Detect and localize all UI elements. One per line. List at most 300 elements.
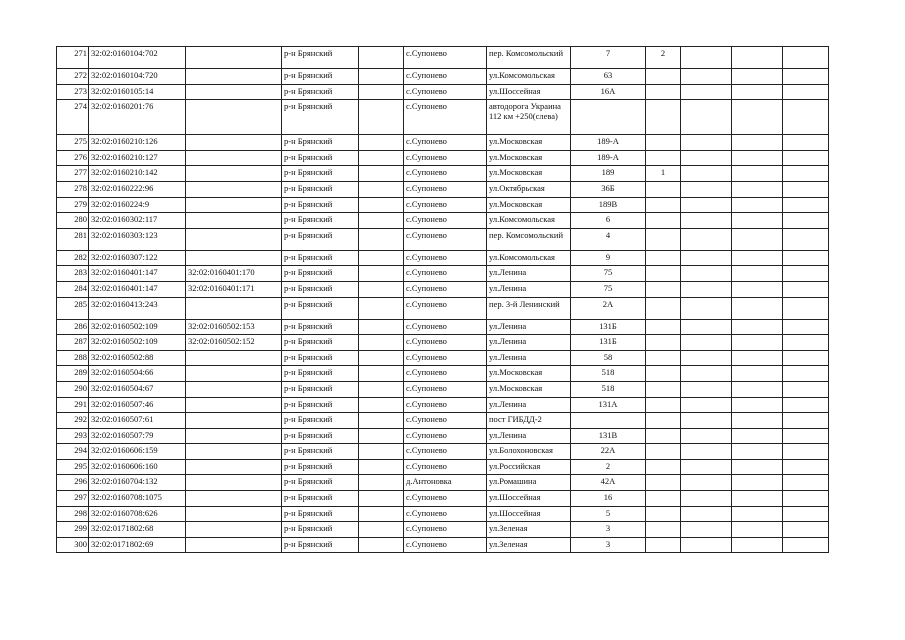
row-number-cell: 293 [57,428,89,444]
empty-cell [732,491,783,507]
house-number-cell: 5 [571,506,646,522]
sub-cadastral-cell [186,69,282,85]
sub-cadastral-cell [186,459,282,475]
settlement-cell: с.Супонево [404,84,487,100]
empty-cell [783,506,829,522]
building-number-cell [646,150,681,166]
table-row [57,475,829,491]
house-number-cell: 131Б [571,335,646,351]
row-number-cell: 298 [57,506,89,522]
sub-cadastral-cell [186,366,282,382]
street-cell: пер. Комсомольский [487,47,571,69]
empty-cell [732,181,783,197]
street-cell: ул.Комсомольская [487,213,571,229]
house-number-cell: 16 [571,491,646,507]
row-number-cell: 275 [57,135,89,151]
city-cell [359,297,404,319]
district-cell: р-н Брянский [282,506,359,522]
sub-cadastral-cell: 32:02:0160502:152 [186,335,282,351]
house-number-cell: 63 [571,69,646,85]
building-number-cell [646,413,681,429]
table-row [57,150,829,166]
sub-cadastral-cell [186,444,282,460]
house-number-cell: 75 [571,281,646,297]
city-cell [359,397,404,413]
street-cell: ул.Зеленая [487,522,571,538]
row-number-cell: 277 [57,166,89,182]
cadastral-number-cell: 32:02:0160606:159 [89,444,186,460]
house-number-cell: 518 [571,381,646,397]
empty-cell [732,366,783,382]
cadastral-number-cell: 32:02:0160210:142 [89,166,186,182]
empty-cell [732,213,783,229]
registry-table [56,46,829,553]
building-number-cell [646,475,681,491]
empty-cell [783,166,829,182]
city-cell [359,281,404,297]
empty-cell [783,413,829,429]
table-row [57,297,829,319]
settlement-cell: с.Супонево [404,281,487,297]
cadastral-number-cell: 32:02:0160502:109 [89,319,186,335]
street-cell: ул.Ленина [487,335,571,351]
empty-cell [783,181,829,197]
house-number-cell: 189-А [571,150,646,166]
row-number-cell: 290 [57,381,89,397]
empty-cell [732,397,783,413]
empty-cell [732,475,783,491]
building-number-cell [646,250,681,266]
table-body [57,47,829,553]
district-cell: р-н Брянский [282,444,359,460]
empty-cell [681,522,732,538]
table-row [57,213,829,229]
empty-cell [783,459,829,475]
district-cell: р-н Брянский [282,69,359,85]
city-cell [359,150,404,166]
empty-cell [681,428,732,444]
street-cell: ул.Зеленая [487,537,571,553]
street-cell: ул.Ленина [487,266,571,282]
building-number-cell [646,335,681,351]
house-number-cell: 4 [571,228,646,250]
district-cell: р-н Брянский [282,475,359,491]
sub-cadastral-cell [186,428,282,444]
cadastral-number-cell: 32:02:0160104:720 [89,69,186,85]
settlement-cell: с.Супонево [404,266,487,282]
empty-cell [783,444,829,460]
cadastral-number-cell: 32:02:0160502:88 [89,350,186,366]
street-cell: ул.Ленина [487,281,571,297]
street-cell: ул.Московская [487,150,571,166]
empty-cell [732,537,783,553]
district-cell: р-н Брянский [282,181,359,197]
building-number-cell [646,197,681,213]
house-number-cell: 58 [571,350,646,366]
city-cell [359,381,404,397]
cadastral-number-cell: 32:02:0160104:702 [89,47,186,69]
empty-cell [783,428,829,444]
cadastral-number-cell: 32:02:0160224:9 [89,197,186,213]
cadastral-number-cell: 32:02:0160210:126 [89,135,186,151]
building-number-cell [646,281,681,297]
settlement-cell: с.Супонево [404,506,487,522]
empty-cell [783,150,829,166]
district-cell: р-н Брянский [282,428,359,444]
building-number-cell [646,381,681,397]
settlement-cell: с.Супонево [404,181,487,197]
empty-cell [732,47,783,69]
table-row [57,335,829,351]
sub-cadastral-cell [186,250,282,266]
building-number-cell [646,319,681,335]
row-number-cell: 280 [57,213,89,229]
empty-cell [732,150,783,166]
empty-cell [783,537,829,553]
empty-cell [681,491,732,507]
table-row [57,228,829,250]
settlement-cell: с.Супонево [404,459,487,475]
building-number-cell [646,135,681,151]
building-number-cell [646,181,681,197]
house-number-cell: 75 [571,266,646,282]
district-cell: р-н Брянский [282,297,359,319]
house-number-cell: 36Б [571,181,646,197]
cadastral-number-cell: 32:02:0160704:132 [89,475,186,491]
city-cell [359,266,404,282]
table-row [57,522,829,538]
street-cell: ул.Московская [487,366,571,382]
district-cell: р-н Брянский [282,397,359,413]
street-cell: ул.Ленина [487,350,571,366]
cadastral-number-cell: 32:02:0160307:122 [89,250,186,266]
settlement-cell: с.Супонево [404,297,487,319]
table-row [57,413,829,429]
empty-cell [681,84,732,100]
row-number-cell: 289 [57,366,89,382]
street-cell: ул.Шоссейная [487,491,571,507]
building-number-cell [646,491,681,507]
building-number-cell [646,350,681,366]
table-row [57,69,829,85]
street-cell: ул.Ленина [487,428,571,444]
table-row [57,366,829,382]
street-cell: ул.Московская [487,381,571,397]
empty-cell [732,522,783,538]
building-number-cell [646,459,681,475]
row-number-cell: 272 [57,69,89,85]
empty-cell [783,281,829,297]
table-row [57,100,829,135]
row-number-cell: 279 [57,197,89,213]
sub-cadastral-cell [186,47,282,69]
cadastral-number-cell: 32:02:0171802:68 [89,522,186,538]
city-cell [359,350,404,366]
row-number-cell: 300 [57,537,89,553]
empty-cell [681,537,732,553]
table-row [57,350,829,366]
table-row [57,506,829,522]
district-cell: р-н Брянский [282,522,359,538]
sub-cadastral-cell [186,413,282,429]
settlement-cell: с.Супонево [404,69,487,85]
row-number-cell: 288 [57,350,89,366]
city-cell [359,135,404,151]
empty-cell [783,135,829,151]
cadastral-number-cell: 32:02:0160708:626 [89,506,186,522]
empty-cell [783,250,829,266]
city-cell [359,366,404,382]
cadastral-number-cell: 32:02:0160507:46 [89,397,186,413]
building-number-cell [646,428,681,444]
street-cell: ул.Комсомольская [487,250,571,266]
empty-cell [681,366,732,382]
house-number-cell: 131В [571,428,646,444]
city-cell [359,213,404,229]
sub-cadastral-cell [186,135,282,151]
empty-cell [783,381,829,397]
settlement-cell: с.Супонево [404,100,487,135]
district-cell: р-н Брянский [282,491,359,507]
settlement-cell: д.Антоновка [404,475,487,491]
cadastral-number-cell: 32:02:0160401:147 [89,281,186,297]
empty-cell [732,335,783,351]
city-cell [359,506,404,522]
empty-cell [783,350,829,366]
city-cell [359,181,404,197]
empty-cell [732,428,783,444]
table-row [57,281,829,297]
district-cell: р-н Брянский [282,47,359,69]
empty-cell [783,266,829,282]
district-cell: р-н Брянский [282,413,359,429]
building-number-cell [646,69,681,85]
sub-cadastral-cell [186,213,282,229]
settlement-cell: с.Супонево [404,197,487,213]
settlement-cell: с.Супонево [404,250,487,266]
row-number-cell: 284 [57,281,89,297]
table-row [57,266,829,282]
house-number-cell: 518 [571,366,646,382]
sub-cadastral-cell: 32:02:0160401:171 [186,281,282,297]
city-cell [359,537,404,553]
table-row [57,181,829,197]
table-row [57,197,829,213]
city-cell [359,197,404,213]
street-cell: ул.Шоссейная [487,506,571,522]
street-cell: пер. Комсомольский [487,228,571,250]
empty-cell [732,444,783,460]
house-number-cell: 3 [571,537,646,553]
settlement-cell: с.Супонево [404,213,487,229]
settlement-cell: с.Супонево [404,428,487,444]
empty-cell [732,69,783,85]
table-row [57,537,829,553]
sub-cadastral-cell: 32:02:0160502:153 [186,319,282,335]
empty-cell [681,381,732,397]
sub-cadastral-cell [186,537,282,553]
empty-cell [681,281,732,297]
empty-cell [681,135,732,151]
empty-cell [681,397,732,413]
row-number-cell: 283 [57,266,89,282]
house-number-cell: 16А [571,84,646,100]
district-cell: р-н Брянский [282,537,359,553]
street-cell: ул.Ленина [487,397,571,413]
settlement-cell: с.Супонево [404,135,487,151]
empty-cell [732,166,783,182]
row-number-cell: 296 [57,475,89,491]
sub-cadastral-cell [186,506,282,522]
settlement-cell: с.Супонево [404,166,487,182]
building-number-cell [646,506,681,522]
table-row [57,135,829,151]
house-number-cell: 189-А [571,135,646,151]
cadastral-number-cell: 32:02:0160504:66 [89,366,186,382]
empty-cell [681,100,732,135]
sub-cadastral-cell [186,297,282,319]
city-cell [359,428,404,444]
empty-cell [681,506,732,522]
district-cell: р-н Брянский [282,281,359,297]
building-number-cell: 1 [646,166,681,182]
settlement-cell: с.Супонево [404,444,487,460]
empty-cell [732,459,783,475]
table-row [57,397,829,413]
street-cell: ул.Ленина [487,319,571,335]
sub-cadastral-cell [186,181,282,197]
empty-cell [783,297,829,319]
city-cell [359,335,404,351]
table-row [57,491,829,507]
settlement-cell: с.Супонево [404,381,487,397]
empty-cell [732,350,783,366]
row-number-cell: 274 [57,100,89,135]
district-cell: р-н Брянский [282,459,359,475]
district-cell: р-н Брянский [282,350,359,366]
empty-cell [732,228,783,250]
empty-cell [681,250,732,266]
building-number-cell [646,522,681,538]
building-number-cell [646,213,681,229]
street-cell: ул.Комсомольская [487,69,571,85]
empty-cell [732,413,783,429]
row-number-cell: 294 [57,444,89,460]
house-number-cell: 189 [571,166,646,182]
city-cell [359,100,404,135]
sub-cadastral-cell [186,491,282,507]
empty-cell [783,335,829,351]
building-number-cell [646,100,681,135]
house-number-cell: 7 [571,47,646,69]
district-cell: р-н Брянский [282,366,359,382]
empty-cell [681,335,732,351]
empty-cell [783,319,829,335]
empty-cell [783,100,829,135]
settlement-cell: с.Супонево [404,335,487,351]
district-cell: р-н Брянский [282,228,359,250]
house-number-cell [571,100,646,135]
district-cell: р-н Брянский [282,150,359,166]
row-number-cell: 299 [57,522,89,538]
building-number-cell [646,397,681,413]
empty-cell [783,522,829,538]
row-number-cell: 287 [57,335,89,351]
row-number-cell: 295 [57,459,89,475]
settlement-cell: с.Супонево [404,350,487,366]
empty-cell [732,100,783,135]
table-row [57,428,829,444]
sub-cadastral-cell [186,197,282,213]
empty-cell [681,266,732,282]
empty-cell [783,69,829,85]
sub-cadastral-cell [186,397,282,413]
table-row [57,444,829,460]
settlement-cell: с.Супонево [404,319,487,335]
settlement-cell: с.Супонево [404,228,487,250]
sub-cadastral-cell [186,475,282,491]
house-number-cell: 189В [571,197,646,213]
empty-cell [783,397,829,413]
city-cell [359,522,404,538]
empty-cell [783,47,829,69]
building-number-cell [646,84,681,100]
house-number-cell: 3 [571,522,646,538]
cadastral-number-cell: 32:02:0160222:96 [89,181,186,197]
city-cell [359,166,404,182]
sub-cadastral-cell [186,381,282,397]
row-number-cell: 285 [57,297,89,319]
cadastral-number-cell: 32:02:0160507:61 [89,413,186,429]
table-row [57,381,829,397]
row-number-cell: 281 [57,228,89,250]
street-cell: ул.Ромашина [487,475,571,491]
cadastral-number-cell: 32:02:0160302:117 [89,213,186,229]
cadastral-number-cell: 32:02:0160201:76 [89,100,186,135]
city-cell [359,459,404,475]
sub-cadastral-cell [186,150,282,166]
empty-cell [681,213,732,229]
building-number-cell: 2 [646,47,681,69]
empty-cell [783,213,829,229]
house-number-cell: 6 [571,213,646,229]
house-number-cell: 42А [571,475,646,491]
empty-cell [732,506,783,522]
sub-cadastral-cell [186,84,282,100]
empty-cell [783,366,829,382]
district-cell: р-н Брянский [282,250,359,266]
city-cell [359,491,404,507]
empty-cell [732,266,783,282]
cadastral-number-cell: 32:02:0160504:67 [89,381,186,397]
row-number-cell: 292 [57,413,89,429]
house-number-cell: 131А [571,397,646,413]
table-row [57,47,829,69]
empty-cell [732,250,783,266]
settlement-cell: с.Супонево [404,397,487,413]
city-cell [359,444,404,460]
sub-cadastral-cell: 32:02:0160401:170 [186,266,282,282]
empty-cell [681,69,732,85]
empty-cell [732,297,783,319]
district-cell: р-н Брянский [282,213,359,229]
cadastral-number-cell: 32:02:0160210:127 [89,150,186,166]
empty-cell [732,381,783,397]
table-row [57,459,829,475]
empty-cell [681,150,732,166]
city-cell [359,69,404,85]
cadastral-number-cell: 32:02:0160105:14 [89,84,186,100]
